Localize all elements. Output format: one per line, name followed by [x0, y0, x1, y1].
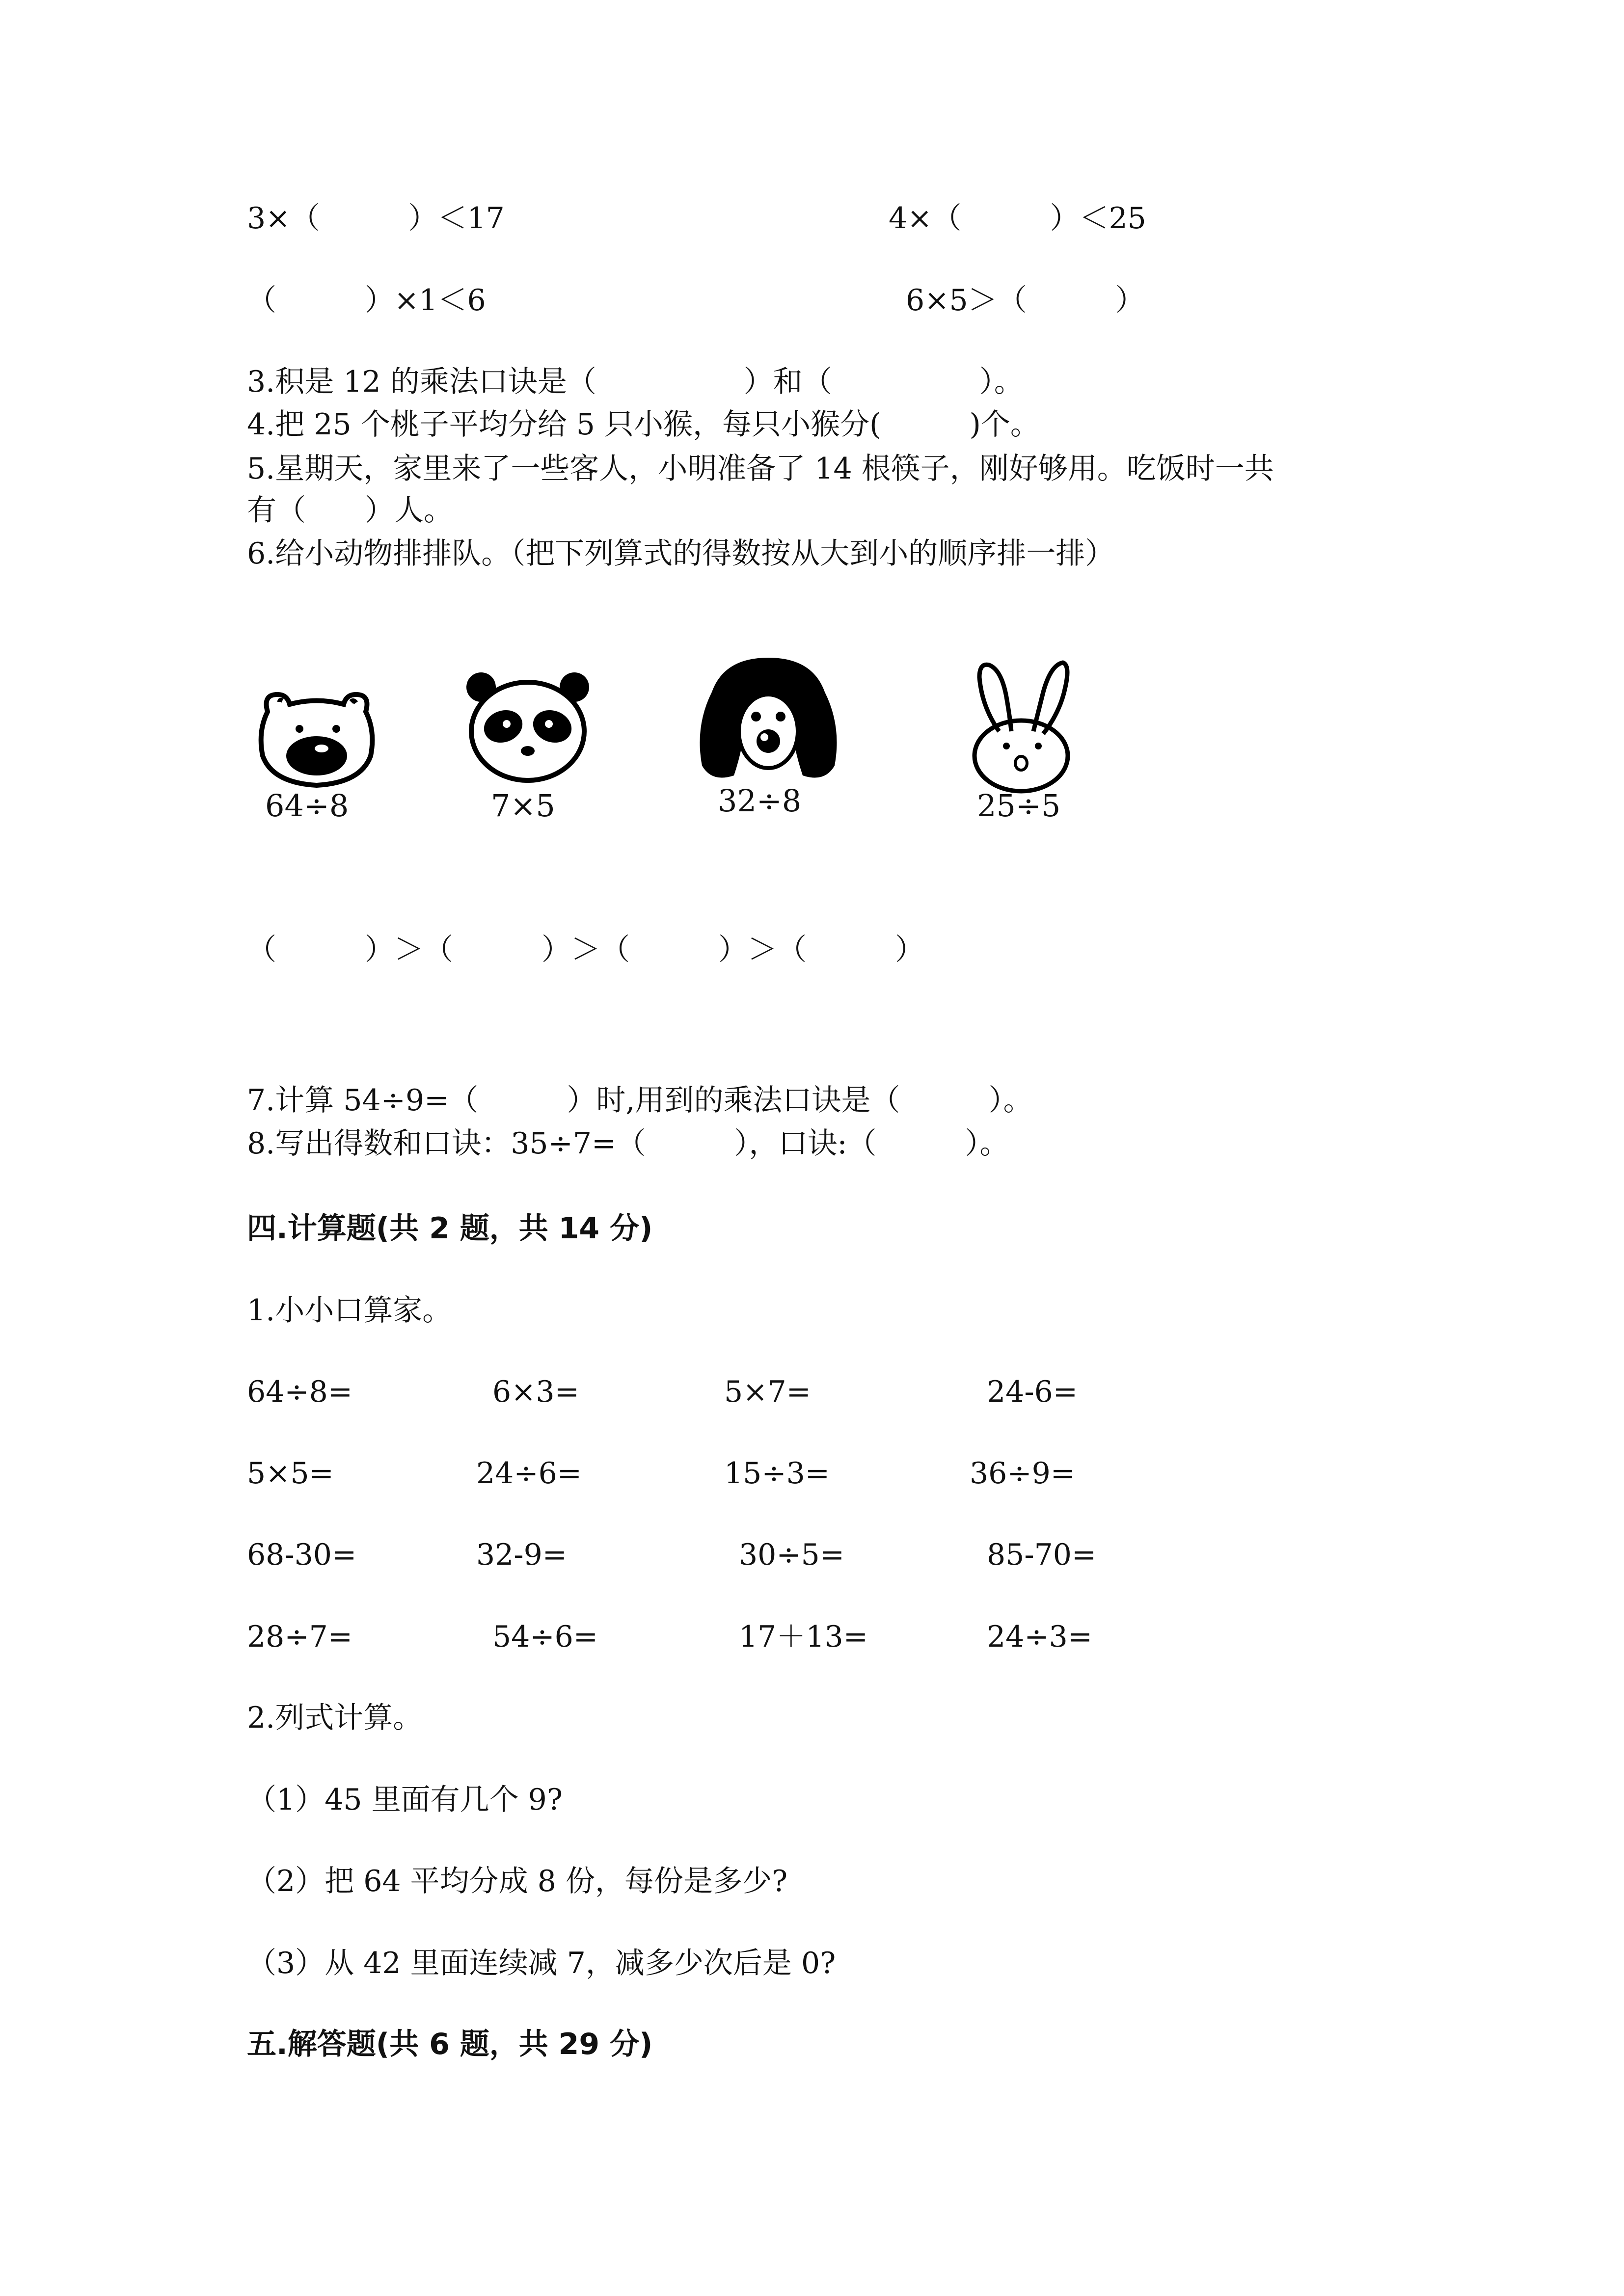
fill-row-2-right: 6×5＞（ ） [906, 283, 1145, 318]
oral-item: 30÷5= [739, 1538, 845, 1572]
sub-question-3: （3）从 42 里面连续减 7，减多少次后是 0? [247, 1946, 836, 1980]
oral-item: 28÷7= [247, 1620, 353, 1654]
oral-item: 85-70= [987, 1538, 1097, 1572]
oral-item: 5×7= [724, 1375, 811, 1409]
rabbit-face-icon [965, 658, 1078, 795]
panda-face-icon [461, 665, 594, 788]
section-5-heading: 五.解答题(共 6 题，共 29 分) [247, 2027, 653, 2061]
question-8: 8.写出得数和口诀：35÷7=（ ），口诀:（ ）。 [247, 1126, 1009, 1161]
oral-item: 24÷3= [987, 1620, 1093, 1654]
question-5-line-2: 有（ ）人。 [247, 493, 453, 528]
section-4-question-1: 1.小小口算家。 [247, 1293, 452, 1328]
oral-item: 24-6= [987, 1375, 1078, 1409]
rabbit-expression: 25÷5 [977, 788, 1061, 824]
question-3: 3.积是 12 的乘法口诀是（ ）和（ ）。 [247, 365, 1024, 399]
panda-expression: 7×5 [491, 788, 555, 824]
order-answer-line: （ ）＞（ ）＞（ ）＞（ ） [247, 933, 924, 967]
bear-face-icon [253, 682, 380, 795]
dog-face-icon [690, 653, 847, 785]
bear-expression: 64÷8 [265, 788, 349, 824]
question-7: 7.计算 54÷9=（ ）时,用到的乘法口诀是（ ）。 [247, 1083, 1033, 1118]
section-4-question-2: 2.列式计算。 [247, 1701, 423, 1735]
question-5-line-1: 5.星期天，家里来了一些客人，小明准备了 14 根筷子，刚好够用。吃饭时一共 [247, 452, 1274, 486]
question-6: 6.给小动物排排队。（把下列算式的得数按从大到小的顺序排一排） [247, 536, 1115, 571]
oral-item: 24÷6= [476, 1456, 582, 1491]
oral-item: 6×3= [492, 1375, 579, 1409]
section-4-heading: 四.计算题(共 2 题，共 14 分) [247, 1211, 653, 1246]
dog-expression: 32÷8 [718, 783, 802, 819]
fill-row-1-right: 4×（ ）＜25 [889, 201, 1146, 236]
oral-item: 15÷3= [724, 1456, 830, 1491]
oral-item: 5×5= [247, 1456, 334, 1491]
sub-question-2: （2）把 64 平均分成 8 份，每份是多少? [247, 1864, 788, 1898]
oral-item: 68-30= [247, 1538, 357, 1572]
fill-row-1-left: 3×（ ）＜17 [247, 201, 505, 236]
question-4: 4.把 25 个桃子平均分给 5 只小猴，每只小猴分( )个。 [247, 407, 1040, 442]
oral-item: 32-9= [476, 1538, 568, 1572]
oral-item: 36÷9= [970, 1456, 1076, 1491]
oral-item: 17＋13= [739, 1620, 868, 1654]
oral-item: 54÷6= [492, 1620, 598, 1654]
oral-item: 64÷8= [247, 1375, 353, 1409]
fill-row-2-left: （ ）×1＜6 [247, 283, 486, 318]
sub-question-1: （1）45 里面有几个 9? [247, 1783, 563, 1817]
